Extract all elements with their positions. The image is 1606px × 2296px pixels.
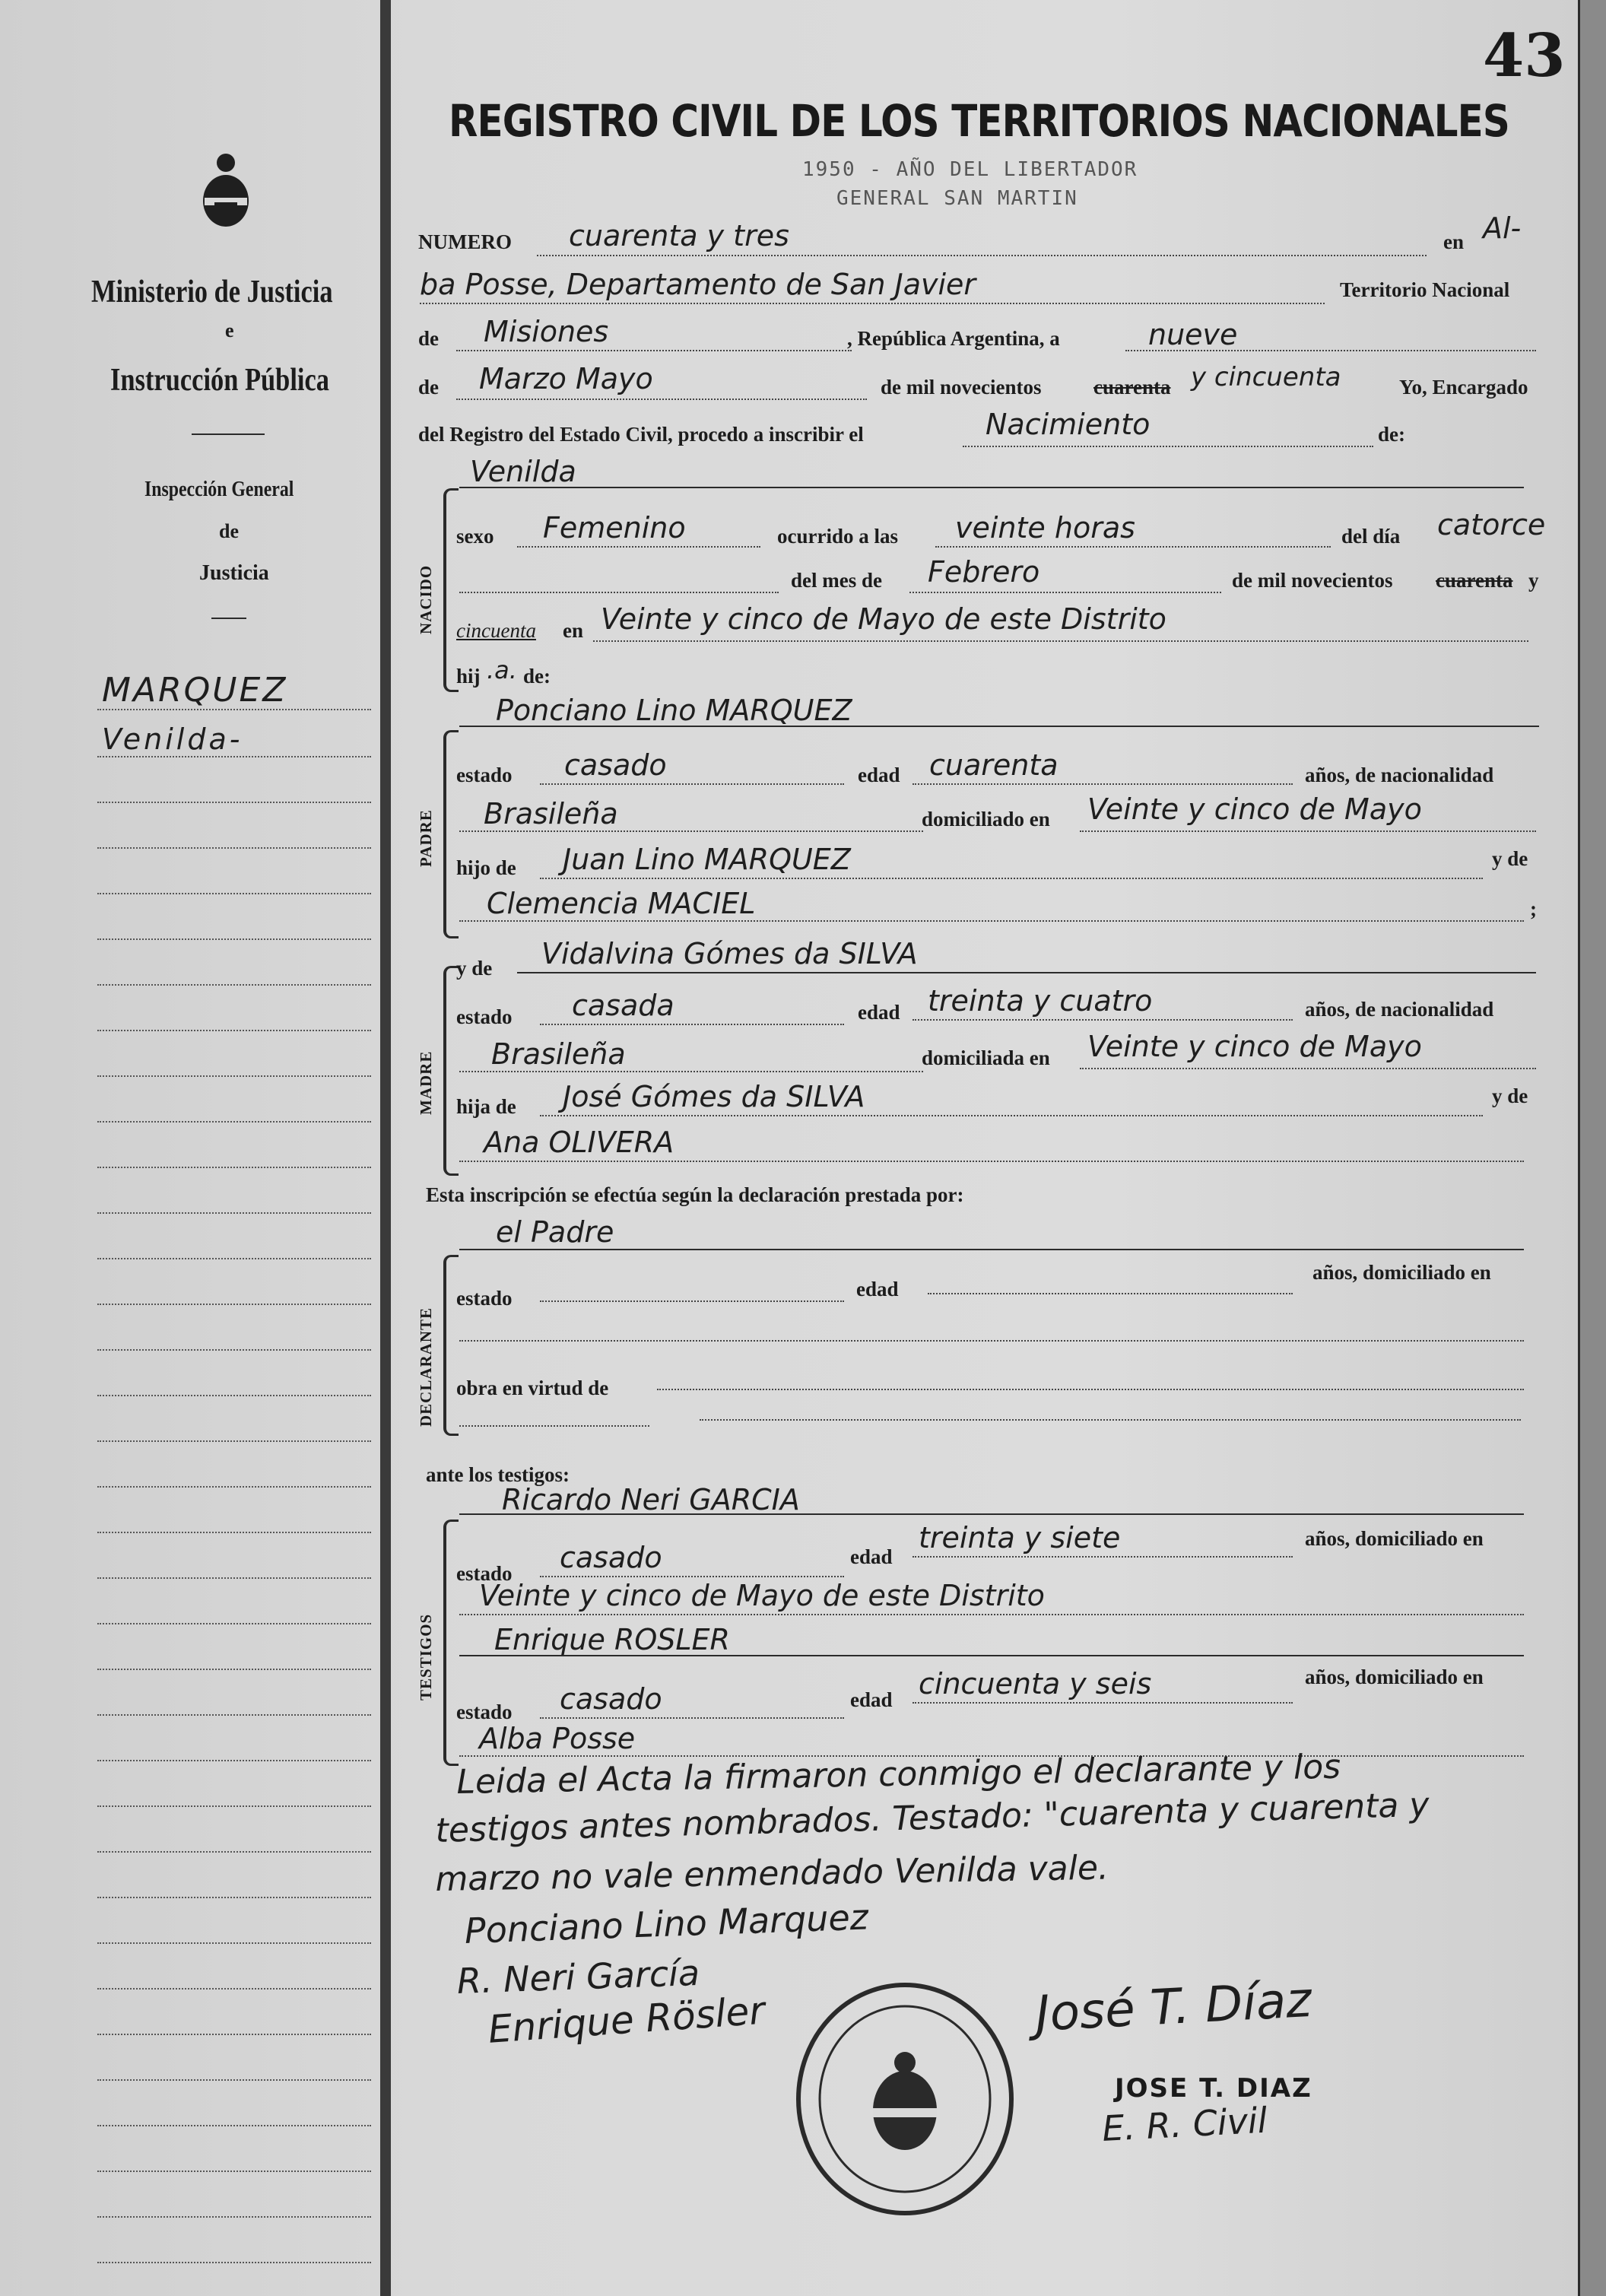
dotline	[963, 446, 1373, 447]
dotline	[537, 255, 1427, 256]
entry-t1-dom: Veinte y cinco de Mayo de este Distrito	[479, 1579, 1045, 1612]
page-title: REGISTRO CIVIL DE LOS TERRITORIOS NACIONALES	[449, 95, 1509, 147]
label-anos-nac-padre: años, de nacionalidad	[1305, 764, 1494, 786]
padre-brace	[443, 730, 459, 938]
entry-padre-madre: Clemencia MACIEL	[487, 887, 756, 920]
label-edad-madre: edad	[858, 1001, 900, 1024]
dotline	[540, 1300, 844, 1302]
entry-t2-edad: cincuenta y seis	[919, 1667, 1152, 1701]
dotline	[540, 1576, 844, 1577]
inspection-line-1: Inspección General	[144, 478, 294, 501]
entry-t2-dom: Alba Posse	[479, 1722, 636, 1755]
label-estado-t1: estado	[456, 1562, 513, 1585]
dotline	[912, 783, 1293, 785]
label-inscripcion: Esta inscripción se efectúa según la declaración prestada por:	[426, 1183, 964, 1206]
label-y-de-padre: y de	[1492, 847, 1528, 870]
section-label-testigos: TESTIGOS	[417, 1613, 435, 1701]
label-yo: Yo, Encargado	[1399, 376, 1528, 399]
sidebar-line	[97, 2079, 371, 2081]
sidebar-line	[97, 1577, 371, 1579]
sidebar-line	[97, 1121, 371, 1123]
entry-padre-dom: Veinte y cinco de Mayo	[1087, 792, 1422, 826]
ministry-line-2: e	[225, 319, 234, 341]
sidebar-line	[97, 1486, 371, 1488]
sidebar-line	[97, 1760, 371, 1761]
label-edad-padre: edad	[858, 764, 900, 786]
sidebar-rule-2	[211, 618, 246, 619]
sidebar-line	[97, 2262, 371, 2263]
dotline	[456, 350, 852, 351]
dotline	[459, 592, 779, 593]
label-territorio: Territorio Nacional	[1340, 278, 1510, 301]
label-y-de-madre-2: y de	[1492, 1084, 1528, 1107]
rule	[459, 1513, 1524, 1515]
dotline	[657, 1389, 1524, 1390]
label-ante: ante los testigos:	[426, 1463, 570, 1486]
entry-en-place-1: Al-	[1483, 211, 1522, 245]
label-del-mes: del mes de	[791, 569, 882, 592]
dotline	[459, 920, 1524, 922]
page-number: 43	[1483, 21, 1566, 91]
label-en: en	[1443, 230, 1464, 253]
label-y-de-madre: y de	[456, 957, 493, 980]
closing-line-1: Leida el Acta la firmaron conmigo el declarante y los	[456, 1747, 1341, 1802]
sidebar-line	[97, 893, 371, 894]
entry-madre-edad: treinta y cuatro	[928, 984, 1153, 1018]
sidebar-line	[97, 756, 371, 757]
entry-dia-nac: catorce	[1437, 508, 1546, 541]
testigos-brace	[443, 1520, 459, 1766]
closing-line-3: marzo no vale enmendado Venilda vale.	[435, 1848, 1109, 1899]
stamp-line-2: GENERAL SAN MARTIN	[836, 187, 1078, 210]
label-de-1: de	[418, 327, 439, 350]
entry-numero: cuarenta y tres	[569, 219, 789, 252]
dotline	[540, 878, 1483, 879]
label-del-registro: del Registro del Estado Civil, procedo a inscribir el	[418, 423, 864, 446]
label-estado-t2: estado	[456, 1701, 513, 1723]
sidebar-line	[97, 938, 371, 940]
signature-witness-1: R. Neri García	[456, 1951, 700, 2002]
entry-padre-estado: casado	[564, 748, 667, 782]
entry-acto: Nacimiento	[986, 408, 1151, 441]
inspection-line-3: Justicia	[199, 561, 269, 585]
section-label-madre: MADRE	[417, 1050, 435, 1115]
label-del-dia: del día	[1341, 525, 1401, 548]
signature-father: Ponciano Lino Marquez	[464, 1896, 869, 1951]
sidebar-line	[97, 1942, 371, 1944]
madre-brace	[443, 966, 459, 1176]
sidebar-line	[97, 2216, 371, 2218]
label-ocurrido: ocurrido a las	[777, 525, 898, 548]
sidebar-line	[97, 1897, 371, 1898]
label-estado-madre: estado	[456, 1005, 513, 1028]
entry-padre-nac: Brasileña	[484, 797, 618, 830]
entry-sexo: Femenino	[543, 511, 686, 545]
entry-t1-nombre: Ricardo Neri GARCIA	[502, 1483, 800, 1516]
officer-typed-name: JOSE T. DIAZ	[1115, 2073, 1312, 2104]
rule	[459, 1249, 1524, 1250]
sidebar-line	[97, 1212, 371, 1214]
dotline	[459, 1071, 923, 1072]
dotline	[420, 303, 1325, 304]
label-de-mil-nov: de mil novecientos	[1232, 569, 1393, 592]
closing-line-2: testigos antes nombrados. Testado: "cuarenta y cuarenta y	[435, 1785, 1430, 1850]
label-estado-padre: estado	[456, 764, 513, 786]
signature-witness-2: Enrique Rösler	[487, 1988, 766, 2052]
dotline	[540, 1024, 844, 1025]
label-hijo-de-padre: hijo de	[456, 856, 516, 879]
page-spine-divider	[380, 0, 391, 2296]
dotline	[912, 1019, 1293, 1021]
entry-madre-estado: casada	[572, 989, 674, 1022]
entry-mes-nac: Febrero	[928, 555, 1040, 589]
label-de-2: de	[418, 376, 439, 399]
dotline	[1080, 830, 1536, 832]
entry-t2-nombre: Enrique ROSLER	[494, 1623, 730, 1656]
nacido-brace	[443, 488, 459, 692]
dotline	[459, 830, 923, 832]
dotline	[459, 1340, 1524, 1342]
label-sexo: sexo	[456, 525, 494, 548]
entry-t2-estado: casado	[560, 1682, 662, 1716]
label-numero: NUMERO	[418, 230, 512, 253]
entry-madre-nombre: Vidalvina Gómes da SILVA	[541, 937, 918, 970]
dotline	[517, 546, 760, 548]
rule	[459, 487, 1524, 488]
dotline	[1125, 350, 1536, 351]
label-domiciliada-madre: domiciliada en	[922, 1046, 1050, 1069]
label-anos-nac-madre: años, de nacionalidad	[1305, 998, 1494, 1021]
section-label-declarante: DECLARANTE	[417, 1307, 435, 1427]
ministry-line-1: Ministerio de Justicia	[91, 275, 333, 310]
dotline	[540, 1717, 844, 1719]
label-anos-dom-t2: años, domiciliado en	[1305, 1666, 1484, 1688]
stamp-line-1: 1950 - AÑO DEL LIBERTADOR	[802, 158, 1138, 181]
label-hija: hij	[456, 665, 481, 688]
label-obra: obra en virtud de	[456, 1377, 609, 1399]
sidebar-line	[97, 1167, 371, 1168]
coat-of-arms-icon	[199, 151, 252, 233]
label-de-colon: de:	[1378, 423, 1405, 446]
dotline	[912, 1556, 1293, 1558]
entry-anio: y cincuenta	[1191, 362, 1341, 392]
label-republica: , República Argentina, a	[847, 327, 1060, 350]
dotline	[593, 640, 1528, 642]
entry-en-place-2: ba Posse, Departamento de San Javier	[420, 268, 976, 301]
section-label-nacido: NACIDO	[417, 564, 435, 634]
entry-madre-madre: Ana OLIVERA	[484, 1126, 674, 1159]
dotline	[912, 1702, 1293, 1704]
dotline	[909, 592, 1221, 593]
sidebar-line	[97, 984, 371, 986]
dotline	[935, 546, 1331, 548]
label-y: y	[1528, 569, 1539, 592]
sidebar-line	[97, 1532, 371, 1533]
dotline	[456, 399, 867, 400]
signature-officer: José T. Díaz	[1034, 1971, 1313, 2043]
sidebar-line	[97, 1304, 371, 1305]
ministry-line-3: Instrucción Pública	[110, 363, 329, 398]
rule	[459, 1655, 1524, 1656]
sidebar-line	[97, 847, 371, 849]
page-right-edge	[1578, 0, 1606, 2296]
entry-hija-suffix: .a.	[487, 656, 517, 684]
entry-declarante: el Padre	[496, 1215, 614, 1249]
entry-territorio: Misiones	[484, 315, 609, 348]
sidebar-line	[97, 1258, 371, 1259]
entry-madre-padre: José Gómes da SILVA	[563, 1080, 865, 1113]
sidebar-line	[97, 1075, 371, 1077]
label-cuarenta-struck: cuarenta	[1093, 376, 1171, 399]
dotline	[459, 1614, 1524, 1615]
dotline	[928, 1293, 1293, 1294]
dotline	[540, 1115, 1483, 1116]
label-anos-dom-decl: años, domiciliado en	[1312, 1261, 1491, 1284]
dotline	[700, 1419, 1521, 1421]
declarante-brace	[443, 1255, 459, 1436]
entry-lugar: Veinte y cinco de Mayo de este Distrito	[601, 602, 1166, 636]
label-edad-t2: edad	[850, 1688, 893, 1711]
label-cincuenta-en: cincuenta	[456, 619, 536, 642]
sidebar-rule-1	[192, 433, 265, 435]
sidebar-line	[97, 802, 371, 803]
label-hija-de: de:	[523, 665, 551, 688]
entry-dia: nueve	[1148, 318, 1238, 351]
label-domiciliado-padre: domiciliado en	[922, 808, 1050, 830]
sidebar-line	[97, 1805, 371, 1807]
sidebar-line	[97, 1669, 371, 1670]
sidebar-note-surname: MARQUEZ	[102, 671, 288, 710]
section-label-padre: PADRE	[417, 809, 435, 867]
label-edad-t1: edad	[850, 1545, 893, 1568]
sidebar-line	[97, 1395, 371, 1396]
sidebar-line	[97, 1851, 371, 1853]
sidebar-note-name: Venilda-	[102, 722, 243, 756]
label-cuarenta-struck-2: cuarenta	[1436, 569, 1513, 592]
entry-hora: veinte horas	[955, 511, 1135, 545]
sidebar-line	[97, 1030, 371, 1031]
label-de-mil: de mil novecientos	[881, 376, 1042, 399]
sidebar-line	[97, 2125, 371, 2126]
sidebar-line	[97, 1623, 371, 1624]
entry-t1-edad: treinta y siete	[919, 1521, 1121, 1554]
sidebar-line	[97, 1440, 371, 1442]
sidebar-line	[97, 1349, 371, 1351]
label-hija-de-madre: hija de	[456, 1095, 516, 1118]
label-estado-decl: estado	[456, 1287, 513, 1310]
entry-t1-estado: casado	[560, 1541, 662, 1574]
inspection-line-2: de	[219, 520, 239, 542]
sidebar-line	[97, 2171, 371, 2172]
rule	[517, 972, 1536, 973]
entry-padre-nombre: Ponciano Lino MARQUEZ	[496, 694, 852, 727]
label-edad-decl: edad	[856, 1278, 899, 1300]
entry-mes: Marzo Mayo	[479, 362, 653, 395]
dotline	[459, 1161, 1524, 1162]
label-en-2: en	[563, 619, 583, 642]
sidebar-line	[97, 709, 371, 710]
sidebar-line	[97, 1988, 371, 1990]
sidebar-line	[97, 1714, 371, 1716]
label-anos-dom-t1: años, domiciliado en	[1305, 1527, 1484, 1550]
dotline	[1080, 1068, 1536, 1069]
entry-nombre: Venilda	[470, 455, 576, 488]
entry-madre-dom: Veinte y cinco de Mayo	[1087, 1030, 1422, 1063]
entry-padre-edad: cuarenta	[929, 748, 1058, 782]
entry-padre-padre: Juan Lino MARQUEZ	[563, 843, 851, 876]
registry-seal-icon	[791, 1977, 1019, 2224]
label-semicolon: ;	[1530, 897, 1537, 920]
sidebar-line	[97, 2034, 371, 2035]
dotline	[459, 1425, 649, 1427]
entry-madre-nac: Brasileña	[491, 1037, 626, 1071]
rule	[459, 726, 1539, 727]
dotline	[540, 783, 844, 785]
officer-title: E. R. Civil	[1101, 2099, 1268, 2149]
